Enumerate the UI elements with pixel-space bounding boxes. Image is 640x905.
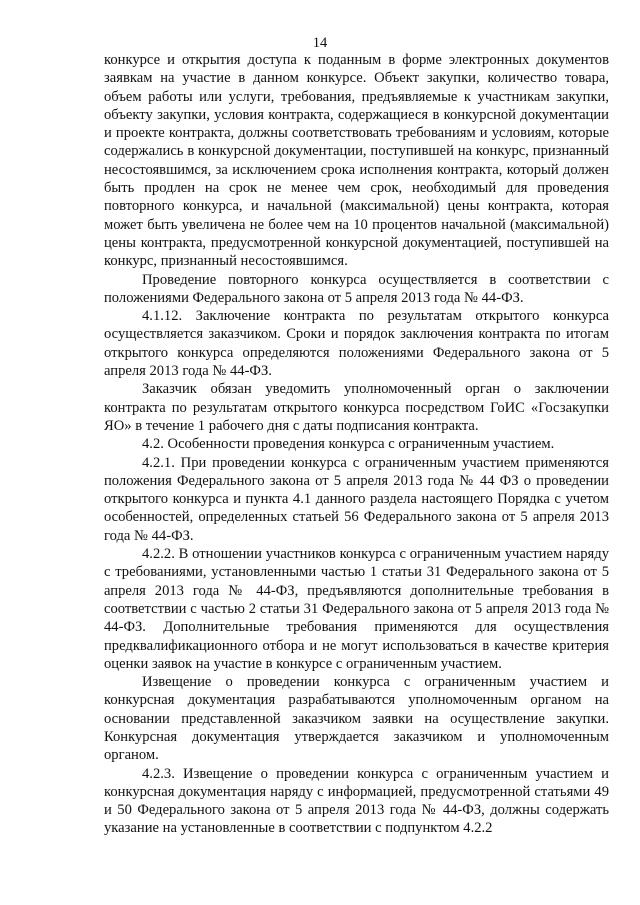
paragraph-4-2-1: 4.2.1. При проведении конкурса с ограниченным участием применяются положения Федерального закона от 5 апреля 2013 года № 44 ФЗ о проведении открытого конкурса и пункта 4.1 данного раздела настоящего Порядка с учетом особенностей, определенных статьей 56 Федерального закона от 5 апреля 2013 года № 44-ФЗ. (104, 454, 609, 544)
paragraph-customer-notice: Заказчик обязан уведомить уполномоченный орган о заключении контракта по результатам открытого конкурса посредством ГоИС «Госзакупки ЯО» в течение 1 рабочего дня с даты подписания контракта. (104, 381, 609, 434)
paragraph-4-2-2: 4.2.2. В отношении участников конкурса с ограниченным участием наряду с требованиями, установленными частью 1 статьи 31 Федерального закона от 5 апреля 2013 года № 44-ФЗ, предъявляются дополнительные требования в соответствии с частью 2 статьи 31 Федерального закона от 5 апреля 2013 года № 44-ФЗ. Дополнительные требования применяются для осуществления предквалификационного отбора и не могут использоваться в качестве критерия оценки заявок на участие в конкурсе с ограниченным участием. (104, 546, 609, 672)
paragraph-4-2: 4.2. Особенности проведения конкурса с ограниченным участием. (142, 436, 555, 453)
paragraph-repeat-contest: Проведение повторного конкурса осуществляется в соответствии с положениями Федерального закона от 5 апреля 2013 года № 44-ФЗ. (104, 271, 609, 306)
paragraph-notice-documentation: Извещение о проведении конкурса с ограниченным участием и конкурсная документация разрабатываются уполномоченным органом на основании представленной заказчиком заявки на осуществление закупки. Конкурсная документация утверждается заказчиком и уполномоченным органом. (104, 674, 609, 764)
paragraph-continuation: конкурсе и открытия доступа к поданным в форме электронных документов заявкам на участие в данном конкурсе. Объект закупки, количество товара, объем работы или услуги, требования, предъявляемые к участникам закупки, объекту закупки, условия контракта, содержащиеся в конкурсной документации и проекте контракта, должны соответствовать требованиям и условиям, которые содержались в конкурсной документации, поступившей на конкурс, признанный несостоявшимся, за исключением срока исполнения контракта, который должен быть продлен на срок не менее чем срок, необходимый для проведения повторного конкурса, и начальной (максимальной) цены контракта, которая может быть увеличена не более чем на 10 процентов начальной (максимальной) цены контракта, предусмотренной конкурсной документацией, поступившей на конкурс, признанный несостоявшимся. (104, 52, 609, 270)
paragraph-4-2-3: 4.2.3. Извещение о проведении конкурса с ограниченным участием и конкурсная документация наряду с информацией, предусмотренной статьями 49 и 50 Федерального закона от 5 апреля 2013 года № 44-ФЗ, должны содержать указание на установленные в соответствии с подпунктом 4.2.2 (104, 765, 609, 837)
document-body (104, 51, 609, 838)
page-number: 14 (312, 35, 328, 51)
paragraph-4-1-12: 4.1.12. Заключение контракта по результатам открытого конкурса осуществляется заказчиком. Сроки и порядок заключения контракта по итогам открытого конкурса определяются положениями Федерального закона от 5 апреля 2013 года № 44-ФЗ. (104, 308, 609, 380)
